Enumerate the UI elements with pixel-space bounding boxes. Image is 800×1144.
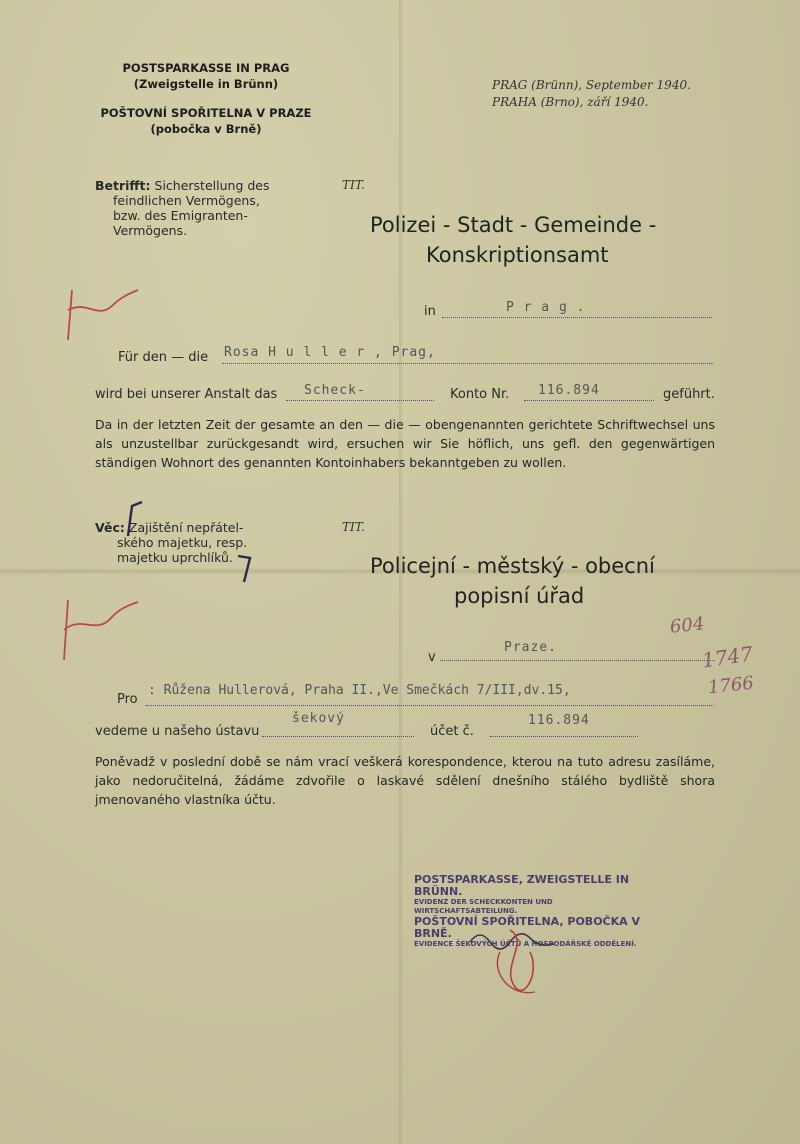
stamp-line3: POŠTOVNÍ SPOŘITELNA, POBOČKA V BRNĚ. (414, 915, 640, 940)
stamp-line2: EVIDENZ DER SCHECKKONTEN UND WIRTSCHAFTSABTEILUNG. (414, 898, 553, 915)
hand-number-2: 1747 (700, 641, 755, 673)
red-mark-lower (56, 590, 146, 670)
subject-label-de: Betrifft: (95, 178, 151, 193)
pro-label: Pro (117, 692, 138, 707)
subject-line1-de: Sicherstellung des (154, 178, 270, 193)
fuer-value: Rosa H u l l e r , Prag, (224, 345, 436, 360)
in-value: P r a g . (506, 300, 586, 315)
wird-label: wird bei unserer Anstalt das (95, 387, 278, 402)
gefuehrt-label: geführt. (663, 387, 715, 402)
place-date-de: PRAG (Brünn), September 1940. (492, 78, 691, 92)
subject-line3-de: bzw. des Emigranten- (113, 208, 248, 223)
bank-header-german (96, 60, 316, 92)
ucet-field (490, 713, 638, 737)
office-cz (370, 551, 790, 611)
sekovy-value: šekový (292, 711, 345, 726)
v-value: Praze. (504, 640, 557, 655)
office-line2-de: Konskriptionsamt (426, 243, 609, 267)
subject-line2-de: feindlichen Vermögens, (113, 193, 260, 208)
stamp-line1: POSTSPARKASSE, ZWEIGSTELLE IN BRÜNN. (414, 873, 630, 898)
v-label: v (428, 650, 436, 665)
subject-line2-cz: ského majetku, resp. (117, 535, 248, 550)
vedeme-label: vedeme u našeho ústavu (95, 724, 260, 739)
scheck-value: Scheck- (304, 383, 366, 398)
subject-label-cz: Věc: (95, 520, 125, 535)
subject-line3-cz: majetku uprchlíků. (117, 550, 233, 565)
tit-de: TIT. (342, 178, 365, 192)
bank-branch-cz: (pobočka v Brně) (150, 122, 262, 136)
body-de: Da in der letzten Zeit der gesamte an den — die — obengenannten gerichtete Schriftwechsel uns als unzustellbar zurückgesandt wird, ersuchen wir Sie höflich, uns gefl. den gegenwärtigen ständigen Wohnort des genannten Kontoinhabers bekanntgeben zu wollen. (95, 417, 715, 470)
bank-header-czech (86, 105, 326, 137)
subject-block-de (95, 178, 315, 238)
place-date (492, 77, 752, 111)
in-label: in (424, 304, 436, 319)
stamp-line4: EVIDENCE ŠEKOVÝCH ÚČTŮ A HOSPODÁŘSKÉ ODDĚLENÍ. (414, 940, 637, 948)
ucet-label: účet č. (430, 724, 474, 739)
tit-cz: TIT. (342, 520, 365, 534)
subject-line4-de: Vermögens. (113, 223, 188, 238)
red-mark-upper (58, 280, 148, 360)
pro-field (146, 683, 714, 706)
konto-label: Konto Nr. (450, 387, 510, 402)
pro-value: : Růžena Hullerová, Praha II.,Ve Smečkách 7/III,dv.15, (148, 683, 571, 698)
bank-name-cz: POŠTOVNÍ SPOŘITELNA V PRAZE (100, 106, 312, 120)
subject-line1-cz: Zajištění nepřátel- (128, 520, 244, 535)
office-line1-de: Polizei - Stadt - Gemeinde - (370, 213, 657, 237)
hand-number-3: 1766 (707, 672, 755, 699)
v-field (440, 640, 715, 661)
place-date-cz: PRAHA (Brno), září 1940. (492, 95, 649, 109)
in-field (442, 300, 712, 318)
scheck-field (286, 383, 434, 401)
fuer-field (222, 345, 714, 364)
bracket-mark (118, 496, 268, 586)
body-cz: Poněvadž v poslední době se nám vrací veškerá korespondence, kterou na tuto adresu zasíláme, jako nedoručitelná, žádáme zdvořile o laskavé sdělení dnešního stálého bydliště shora jmenovaného vlastníka účtu. (95, 754, 715, 807)
hand-number-1: 604 (668, 613, 706, 638)
konto-value: 116.894 (538, 383, 600, 398)
bank-name-de: POSTSPARKASSE IN PRAG (122, 61, 290, 75)
office-line2-cz: popisní úřad (454, 584, 585, 608)
signature-scribble (440, 912, 590, 1002)
konto-field (524, 383, 654, 401)
sekovy-field (262, 711, 414, 737)
ucet-value: 116.894 (528, 713, 590, 728)
bank-branch-de: (Zweigstelle in Brünn) (133, 77, 279, 91)
fuer-label: Für den — die (118, 350, 209, 365)
office-de (370, 210, 790, 270)
office-line1-cz: Policejní - městský - obecní (370, 554, 655, 578)
